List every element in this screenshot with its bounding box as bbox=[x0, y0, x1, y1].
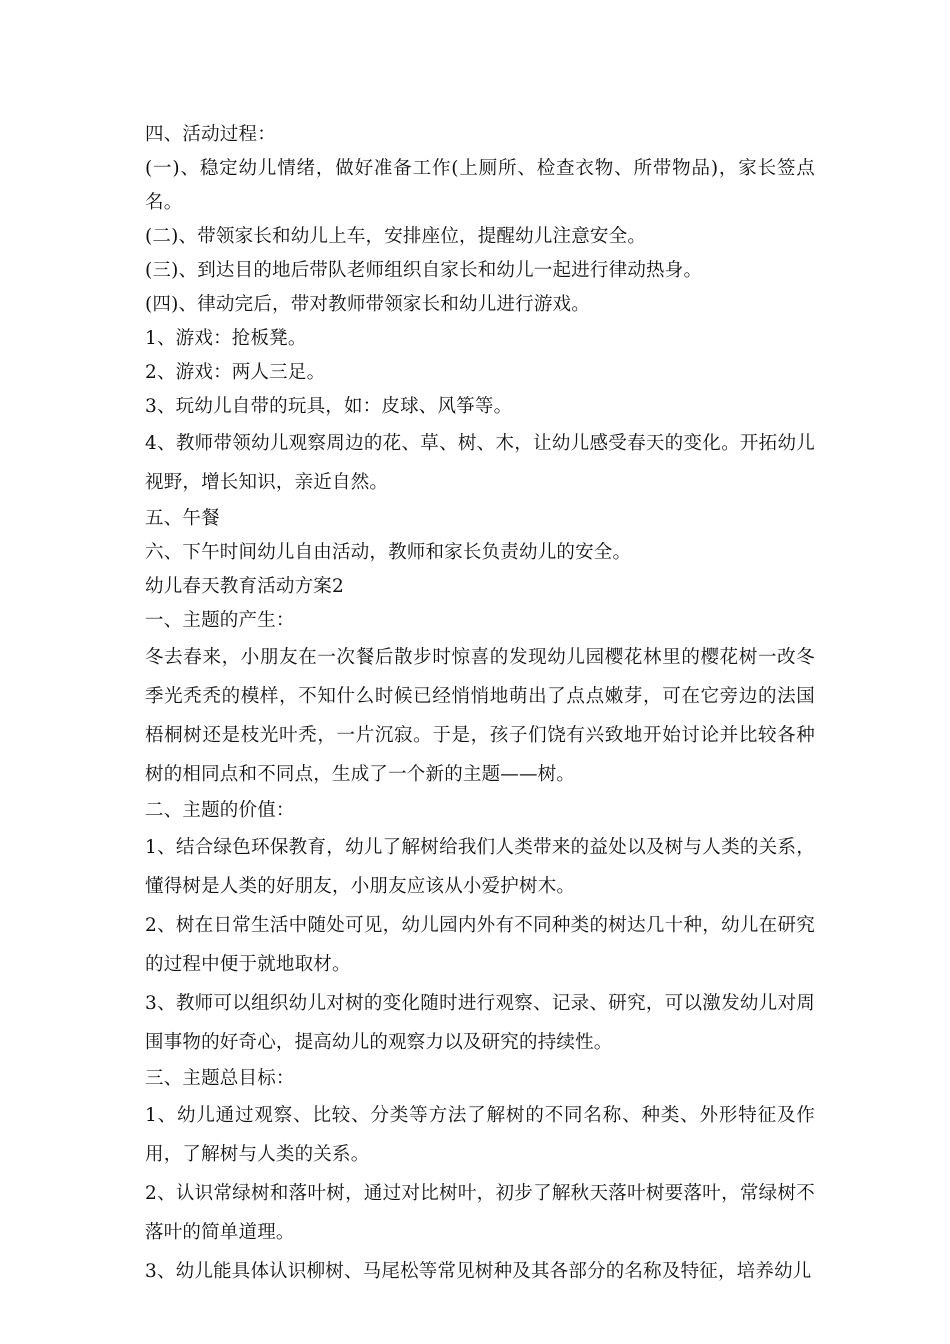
paragraph-step-1: (一)、稳定幼儿情绪，做好准备工作(上厕所、检查衣物、所带物品)，家长签点名。 bbox=[145, 158, 815, 213]
paragraph-step-3: (三)、到达目的地后带队老师组织自家长和幼儿一起进行律动热身。 bbox=[145, 260, 703, 281]
paragraph-value-3: 3、教师可以组织幼儿对树的变化随时进行观察、记录、研究，可以激发幼儿对周围事物的好奇心，提高幼儿的观察力以及研究的持续性。 bbox=[145, 993, 815, 1053]
list-item-toys: 3、玩幼儿自带的玩具，如：皮球、风筝等。 bbox=[145, 396, 513, 417]
paragraph-value-2: 2、树在日常生活中随处可见，幼儿园内外有不同种类的树达几十种，幼儿在研究的过程中便于就地取材。 bbox=[145, 915, 815, 975]
section-heading-lunch: 五、午餐 bbox=[145, 508, 220, 529]
section-heading-theme-value: 二、主题的价值： bbox=[145, 800, 295, 821]
paragraph-value-1: 1、结合绿色环保教育，幼儿了解树给我们人类带来的益处以及树与人类的关系，懂得树是人类的好朋友，小朋友应该从小爱护树木。 bbox=[145, 837, 815, 897]
section-heading-activity-process: 四、活动过程： bbox=[145, 124, 276, 145]
paragraph-step-4: (四)、律动完后，带对教师带领家长和幼儿进行游戏。 bbox=[145, 294, 590, 315]
list-item-observe-nature: 4、教师带领幼儿观察周边的花、草、树、木，让幼儿感受春天的变化。开拓幼儿视野，增长知识，亲近自然。 bbox=[145, 433, 815, 493]
section-heading-afternoon: 六、下午时间幼儿自由活动，教师和家长负责幼儿的安全。 bbox=[145, 542, 632, 563]
list-item-game-1: 1、游戏：抢板凳。 bbox=[145, 328, 307, 349]
paragraph-goal-3: 3、幼儿能具体认识柳树、马尾松等常见树种及其各部分的名称及特征，培养幼儿 bbox=[145, 1261, 812, 1282]
document-subtitle-plan-2: 幼儿春天教育活动方案2 bbox=[145, 576, 344, 597]
document-body bbox=[145, 118, 815, 1291]
paragraph-goal-1: 1、幼儿通过观察、比较、分类等方法了解树的不同名称、种类、外形特征及作用，了解树与人类的关系。 bbox=[145, 1105, 815, 1165]
section-heading-theme-origin: 一、主题的产生： bbox=[145, 610, 295, 631]
paragraph-theme-origin: 冬去春来，小朋友在一次餐后散步时惊喜的发现幼儿园樱花林里的樱花树一改冬季光秃秃的模样，不知什么时候已经悄悄地萌出了点点嫩芽，可在它旁边的法国梧桐树还是枝光叶秃，一片沉寂。于是，孩子们饶有兴致地开始讨论并比较各种树的相同点和不同点，生成了一个新的主题——树。 bbox=[145, 647, 815, 785]
list-item-game-2: 2、游戏：两人三足。 bbox=[145, 362, 326, 383]
paragraph-goal-2: 2、认识常绿树和落叶树，通过对比树叶，初步了解秋天落叶树要落叶，常绿树不落叶的简单道理。 bbox=[145, 1183, 815, 1243]
section-heading-goals: 三、主题总目标： bbox=[145, 1068, 295, 1089]
paragraph-step-2: (二)、带领家长和幼儿上车，安排座位，提醒幼儿注意安全。 bbox=[145, 226, 647, 247]
